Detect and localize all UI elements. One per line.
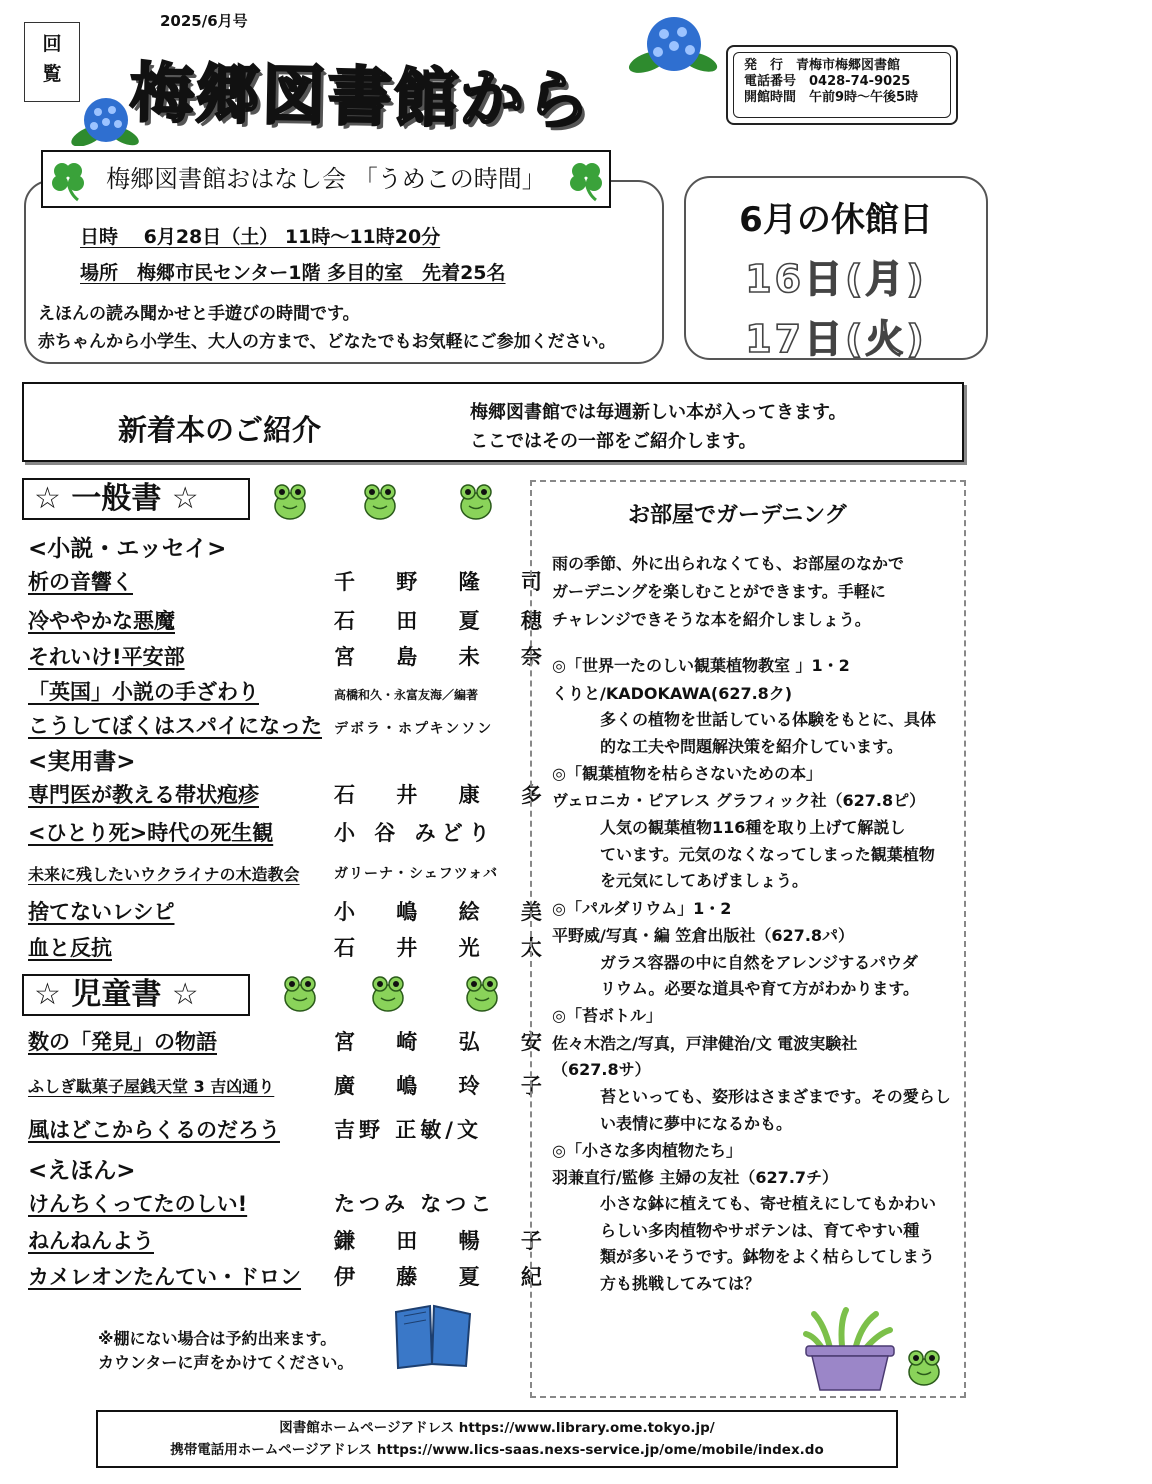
book-author: 小 嶋 絵 美 — [334, 900, 559, 924]
garden-book-description: 的な工夫や問題解決策を紹介しています。 — [600, 737, 903, 756]
book-author: 小 谷 みどり — [334, 821, 496, 845]
book-author: デボラ・ホプキンソン — [334, 721, 494, 737]
garden-book-publisher: くりと/KADOKAWA(627.8ク) — [552, 684, 793, 703]
book-title: 析の音響く — [28, 570, 133, 594]
closed-day: 16日(月) — [745, 257, 927, 301]
book-author: たつみ なつこ — [334, 1192, 496, 1216]
book-title: カメレオンたんてい・ドロン — [28, 1265, 301, 1289]
book-author: 伊 藤 夏 紀 — [334, 1265, 559, 1289]
book-title: 「英国」小説の手ざわり — [28, 680, 259, 704]
book-title: <ひとり死>時代の死生観 — [28, 821, 274, 845]
book-title: こうしてぼくはスパイになった — [28, 714, 322, 738]
book-title: けんちくってたのしい! — [28, 1192, 248, 1216]
garden-book-publisher: ヴェロニカ・ピアレス グラフィック社（627.8ピ） — [552, 791, 926, 810]
hours-line: 開館時間 午前9時～午後5時 — [744, 90, 919, 105]
reservation-note: カウンターに声をかけてください。 — [98, 1353, 354, 1372]
book-title: 捨てないレシピ — [28, 900, 175, 924]
garden-book-title: ◎「小さな多肉植物たち」 — [552, 1141, 742, 1160]
mobile-homepage-url[interactable]: 携帯電話用ホームページアドレス https://www.lics-saas.nexs-service.jp/ome/mobile/index.do — [170, 1442, 824, 1458]
storytime-title-text: 梅郷図書館おはなし会 「うめこの時間」 — [106, 165, 546, 193]
garden-book-description: 小さな鉢に植えても、寄せ植えにしてもかわい — [600, 1194, 937, 1213]
book-author: 鎌 田 暢 子 — [334, 1229, 559, 1253]
gardening-intro: チャレンジできそうな本を紹介しましょう。 — [552, 610, 871, 629]
book-title: 専門医が教える帯状疱疹 — [28, 783, 259, 807]
circulation-text: 回覧 — [42, 33, 62, 85]
garden-book-description: 方も挑戦してみては？ — [600, 1274, 761, 1293]
book-title: ねんねんよう — [28, 1229, 154, 1253]
open-book-icon — [392, 1302, 474, 1370]
book-author: 石 田 夏 穂 — [334, 609, 559, 633]
phone-line: 電話番号 0428-74-9025 — [744, 74, 911, 89]
garden-book-publisher: 平野威/写真・編 笠倉出版社（627.8パ） — [552, 926, 855, 945]
book-author: 石 井 康 多 — [334, 783, 559, 807]
book-author: 石 井 光 太 — [334, 936, 559, 960]
garden-book-description: リウム。必要な道具や育て方がわかります。 — [600, 979, 920, 998]
book-author: 吉野 正敏/文 — [334, 1118, 482, 1142]
frog-icon — [904, 1346, 944, 1388]
garden-book-description: を元気にしてあげましょう。 — [600, 871, 809, 890]
garden-book-description: 類が多いそうです。鉢物をよく枯らしてしまう — [600, 1247, 935, 1266]
storytime-date: 日時 6月28日（土） 11時～11時20分 — [80, 226, 441, 248]
garden-book-description: い表情に夢中になるかも。 — [600, 1114, 793, 1133]
book-author: ガリーナ・シェフツォバ — [334, 866, 499, 882]
gardening-title: お部屋でガーデニング — [628, 503, 847, 528]
garden-book-description: 多くの植物を世話している体験をもとに、具体 — [600, 710, 937, 729]
closed-days-box — [684, 176, 988, 360]
general-books-heading: ☆ 一般書 ☆ — [22, 478, 250, 520]
book-title: 風はどこからくるのだろう — [28, 1118, 280, 1142]
frog-icon — [456, 480, 496, 522]
frog-icon — [270, 480, 310, 522]
frog-icon — [462, 972, 502, 1014]
garden-book-description: 苔といっても、姿形はさまざまです。その愛らし — [600, 1087, 951, 1106]
garden-book-title: ◎「世界一たのしい観葉植物教室 」1・2 — [552, 656, 850, 675]
book-title: 未来に残したいウクライナの木造教会 — [28, 865, 300, 884]
garden-book-title: ◎「苔ボトル」 — [552, 1006, 662, 1025]
garden-book-description: ています。元気のなくなってしまった観葉植物 — [600, 845, 935, 864]
garden-book-description: 人気の観葉植物116種を取り上げて解説し — [600, 818, 906, 837]
children-books-heading: ☆ 児童書 ☆ — [22, 974, 250, 1016]
footer-urls — [96, 1410, 898, 1468]
garden-book-title: ◎「パルダリウム」1・2 — [552, 899, 732, 918]
category-label: <実用書> — [28, 749, 136, 775]
frog-icon — [280, 972, 320, 1014]
book-author: 千 野 隆 司 — [334, 570, 559, 594]
reservation-note: ※棚にない場合は予約出来ます。 — [98, 1329, 337, 1348]
garden-book-title: ◎「観葉植物を枯らさないための本」 — [552, 764, 822, 783]
closed-days-title: 6月の休館日 — [739, 200, 933, 240]
publisher-line: 発 行 青梅市梅郷図書館 — [744, 58, 901, 73]
book-title: 血と反抗 — [28, 936, 112, 960]
newsletter-title: 梅郷図書館から — [129, 56, 593, 140]
clover-icon-left — [48, 158, 88, 202]
potted-plant-icon — [800, 1306, 900, 1392]
book-author: 高橋和久・永富友海／編著 — [334, 688, 479, 702]
storytime-description: 赤ちゃんから小学生、大人の方まで、どなたでもお気軽にご参加ください。 — [38, 332, 616, 352]
storytime-description: えほんの読み聞かせと手遊びの時間です。 — [38, 304, 360, 324]
library-homepage-url[interactable]: 図書館ホームページアドレス https://www.library.ome.tokyo.jp/ — [279, 1420, 715, 1436]
storytime-title — [41, 150, 611, 208]
closed-day: 17日(火) — [745, 317, 927, 361]
frog-icon — [360, 480, 400, 522]
garden-book-publisher: 羽兼直行/監修 主婦の友社（627.7チ） — [552, 1168, 839, 1187]
book-title: 冷ややかな悪魔 — [28, 609, 175, 633]
garden-book-publisher: 佐々木浩之/写真，戸津健治/文 電波実験社 — [552, 1034, 858, 1053]
storytime-place: 場所 梅郷市民センター1階 多目的室 先着25名 — [80, 262, 506, 284]
garden-book-description: らしい多肉植物やサボテンは、育てやすい種 — [600, 1221, 920, 1240]
gardening-intro: 雨の季節、外に出られなくても、お部屋のなかで — [552, 554, 905, 573]
book-author: 廣 嶋 玲 子 — [334, 1074, 559, 1098]
new-arrivals-title: 新着本のご紹介 — [118, 413, 322, 447]
garden-book-publisher: （627.8サ） — [552, 1060, 651, 1079]
gardening-intro: ガーデニングを楽しむことができます。手軽に — [552, 582, 886, 601]
book-title: 数の「発見」の物語 — [28, 1030, 217, 1054]
frog-icon — [368, 972, 408, 1014]
book-author: 宮 島 未 奈 — [334, 645, 559, 669]
hydrangea-icon-right — [626, 16, 722, 74]
circulation-stamp — [24, 22, 80, 102]
book-title: ふしぎ駄菓子屋銭天堂 3 吉凶通り — [28, 1077, 275, 1096]
book-author: 宮 崎 弘 安 — [334, 1030, 559, 1054]
clover-icon-right — [566, 158, 606, 202]
publisher-info — [726, 45, 958, 125]
new-arrivals-description: 梅郷図書館では毎週新しい本が入ってきます。 — [470, 402, 847, 423]
category-label: <小説・エッセイ> — [28, 536, 227, 562]
new-arrivals-description: ここではその一部をご紹介します。 — [470, 431, 757, 452]
issue-label: 2025/6月号 — [160, 12, 248, 30]
garden-book-description: ガラス容器の中に自然をアレンジするパウダ — [600, 953, 918, 972]
book-title: それいけ!平安部 — [28, 645, 185, 669]
category-label: <えほん> — [28, 1158, 136, 1184]
